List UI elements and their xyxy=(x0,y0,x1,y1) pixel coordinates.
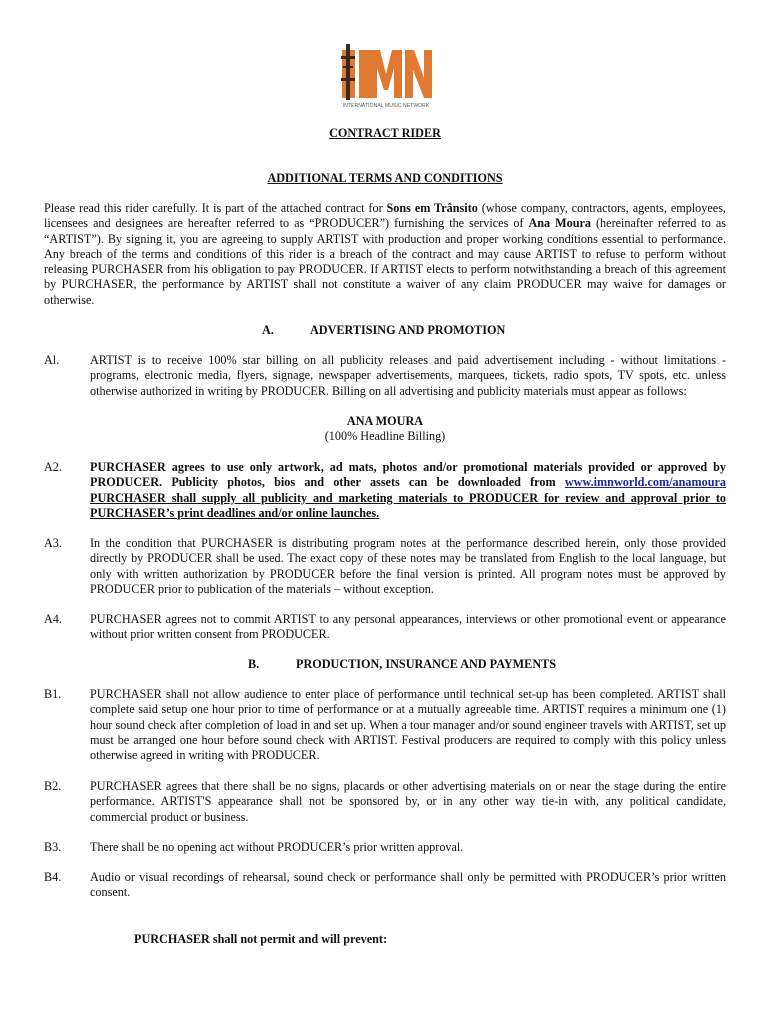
clause-text: There shall be no opening act without PRODUCER’s prior written approval. xyxy=(90,840,464,854)
clause-number: B1. xyxy=(44,687,62,701)
clause-number: B3. xyxy=(44,840,62,854)
clause-text: Audio or visual recordings of rehearsal, sound check or performance shall only be permitted with PRODUCER’s prior written consent. xyxy=(90,870,726,900)
clause-number: B4. xyxy=(44,870,62,884)
logo-subtitle: INTERNATIONAL MUSIC NETWORK xyxy=(342,103,430,109)
intro-paragraph: Please read this rider carefully. It is part of the attached contract for Sons em Trânsito (whose company, contractors, agents, employees, licensees and designees are hereafter referred to as “PRODUCER”) furnishing the services of Ana Moura (hereinafter referred to as “ARTIST”). By signing it, you are agreeing to supply ARTIST with production and proper working conditions essential to performance. Any breach of the terms and conditions of this rider is a breach of the contract and may cause ARTIST to refuse to perform without releasing PURCHASER from his obligation to pay PRODUCER. If ARTIST elects to perform notwithstanding a breach of this agreement by PURCHASER, the performance by ARTIST shall not constitute a waiver of any claim PRODUCER may waive for damages or otherwise. xyxy=(44,201,726,307)
document-title: CONTRACT RIDER xyxy=(329,126,441,140)
document-subtitle: ADDITIONAL TERMS AND CONDITIONS xyxy=(267,171,503,185)
company-name: Sons em Trânsito xyxy=(386,201,478,215)
artist-name: Ana Moura xyxy=(528,216,592,231)
clause-number: A3. xyxy=(44,536,62,550)
contract-rider-page: INTERNATIONAL MUSIC NETWORK CONTRACT RIDER ADDITIONAL TERMS AND CONDITIONS Please read this rider carefully. It is part of the attached contract for Sons em Trânsito (whose company, contractors, agents, employees, licensees and designees are hereafter referred to as “PRODUCER”) furnishing the services of Ana Moura (hereinafter referred to as “ARTIST”). By signing it, you are agreeing to supply ARTIST with production and proper working conditions essential to performance. Any breach of the terms and conditions of this rider is a breach of the contract and may cause ARTIST to refuse to perform without releasing PURCHASER from his obligation to pay PRODUCER. If ARTIST elects to perform notwithstanding a breach of this agreement by PURCHASER, the performance by ARTIST shall not constitute a waiver of any claim PRODUCER may waive for damages or otherwise. A. ADVERTISING AND PROMOTION Al. ARTIST is to receive 100% star billing on all publicity releases and paid advertisement including - without limitations - programs, electronic media, flyers, signage, newspaper advertisements, marquees, tickets, radio spots, TV spots, etc. unless otherwise authorized in writing by PRODUCER. Billing on all advertising and publicity materials must appear as follows: ANA MOURA (100% Headline Billing) A2. PURCHASER agrees to use only artwork, ad mats, photos and/or promotional materials provided or approved by PRODUCER. Publicity photos, bios and other assets can be downloaded from www.imnworld.com/anamoura PURCHASER shall supply all publicity and marketing materials to PRODUCER for review and approval prior to PURCHASER’s print deadlines and/or online launches. A3. In the condition that PURCHASER is distributing program notes at the performance described herein, only those provided directly by PRODUCER shall be used. The exact copy of these notes may be translated from English to the local language, but only with written authorization by PRODUCER before the final version is printed. All program notes must be approved by PRODUCER prior to publication of the materials – without exception. A4. PURCHASER agrees not to commit ARTIST to any personal appearances, interviews or other promotional event or appearance without prior written consent from PRODUCER. B. PRODUCTION, INSURANCE AND PAYMENTS B1. PURCHASER shall not allow audience to enter place of performance until technical set-up has been completed. ARTIST shall complete said setup one hour prior to time of performance or at a mutually agreeable time. ARTIST requires a minimum one (1) hour sound check after completion of load in and set up. When a tour manager and/or sound engineer travels with ARTIST, set up must be arranged one hour before sound check with ARTIST. Festival producers are required to comply with this policy unless otherwise agreed in writing with PRODUCER. B2. PURCHASER agrees that there shall be no signs, placards or other advertising materials on or near the stage during the entire performance. ARTIST'S appearance shall not be sponsored by, or in any other way tie-in with, any political candidate, commercial product or business. B3. There shall be no opening act without PRODUCER’s prior written approval. B4. Audio or visual recordings of rehearsal, sound check or performance shall only be permitted with PRODUCER’s prior written consent. PURCHASER shall not permit and will prevent: xyxy=(0,0,770,1024)
downloads-link[interactable]: www.imnworld.com/anamoura xyxy=(564,475,726,490)
clause-number: Al. xyxy=(44,353,60,367)
clause-number: B2. xyxy=(44,779,62,793)
clause-text: PURCHASER agrees that there shall be no signs, placards or other advertising materials on or near the stage during the entire performance. ARTIST'S appearance shall not be sponsored by, or in any other way tie-in with, any political candidate, commercial product or business. xyxy=(90,779,726,824)
imn-logo-mark xyxy=(340,44,434,100)
billing-name: ANA MOURA xyxy=(346,414,424,428)
billing-note: (100% Headline Billing) xyxy=(324,429,446,443)
clause-number: A4. xyxy=(44,612,62,626)
imn-logo xyxy=(338,44,434,114)
final-statement: PURCHASER shall not permit and will prevent: xyxy=(134,932,388,946)
clause-text: PURCHASER shall not allow audience to enter place of performance until technical set-up has been completed. ARTIST shall complete said setup one hour prior to time of performance or at a mutually agreeable time. ARTIST requires a minimum one (1) hour sound check after completion of load in and set up. When a tour manager and/or sound engineer travels with ARTIST, set up must be arranged one hour before sound check with ARTIST. Festival producers are required to comply with this policy unless otherwise agreed in writing with PRODUCER. xyxy=(90,687,726,763)
clause-text: PURCHASER agrees to use only artwork, ad mats, photos and/or promotional materials provided or approved by PRODUCER. Publicity photos, bios and other assets can be downloaded from www.imnworld.com/anamoura PURCHASER shall supply all publicity and marketing materials to PRODUCER for review and approval prior to PURCHASER’s print deadlines and/or online launches. xyxy=(90,460,726,520)
clause-text: ARTIST is to receive 100% star billing on all publicity releases and paid advertisement including - without limitations - programs, electronic media, flyers, signage, newspaper advertisements, marquees, tickets, radio spots, TV spots, etc. unless otherwise authorized in writing by PRODUCER. Billing on all advertising and publicity materials must appear as follows: xyxy=(90,353,726,398)
clause-text: PURCHASER agrees not to commit ARTIST to any personal appearances, interviews or other promotional event or appearance without prior written consent from PRODUCER. xyxy=(90,612,726,642)
clause-text: In the condition that PURCHASER is distributing program notes at the performance described herein, only those provided directly by PRODUCER shall be used. The exact copy of these notes may be translated from English to the local language, but only with written authorization by PRODUCER before the final version is printed. All program notes must be approved by PRODUCER prior to publication of the materials – without exception. xyxy=(90,536,726,596)
clause-number: A2. xyxy=(44,460,62,474)
